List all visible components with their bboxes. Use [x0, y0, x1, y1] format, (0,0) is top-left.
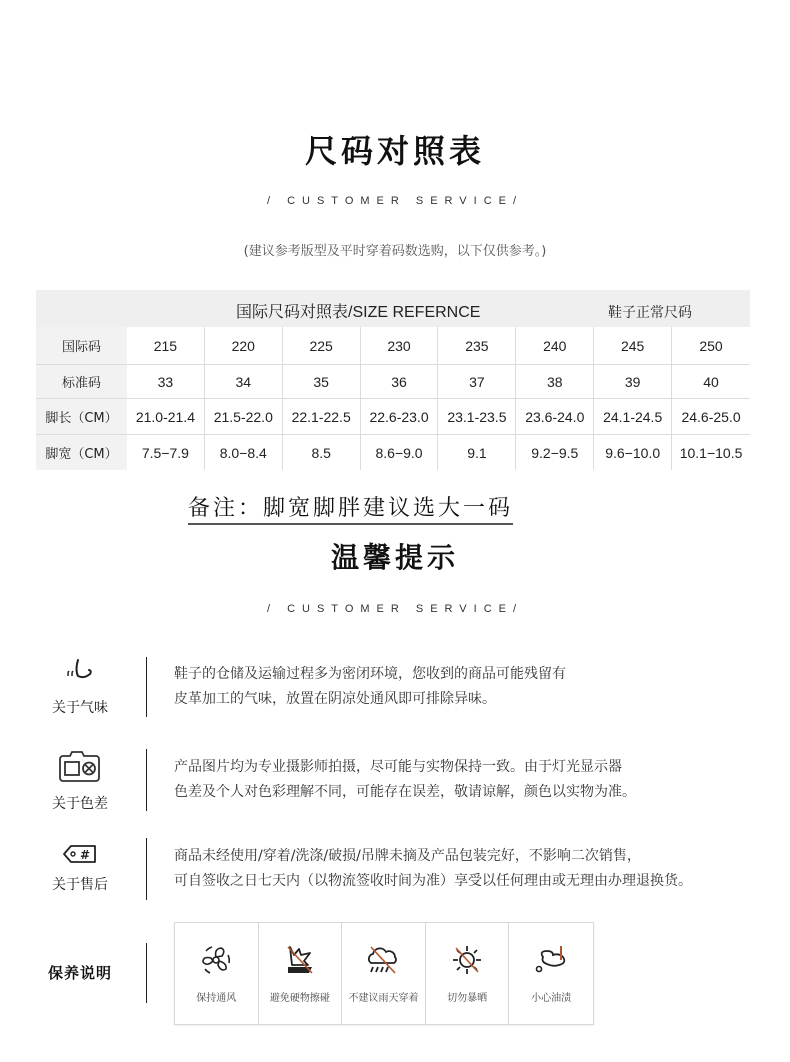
table-cell: 245 [594, 327, 672, 364]
table-cell: 24.6-25.0 [681, 408, 741, 425]
table-cell: 230 [361, 327, 439, 364]
care-item-ventilate [175, 923, 259, 1024]
size-table-header [36, 290, 750, 327]
tip-text-after-sales: 商品未经使用/穿着/洗涤/破损/吊牌未摘及产品包装完好，不影响二次销售， 可自签收之日七天内（以物流签收时间为准）享受以任何理由或无理由办理退换货。 [174, 848, 692, 889]
table-cell: 8.0−8.4 [205, 435, 283, 470]
size-note: (建议参考版型及平时穿着码数选购，以下仅供参考。) [243, 244, 547, 259]
table-row-foot-length [36, 399, 750, 435]
tip-label-color: 关于色差 [52, 796, 108, 812]
care-item-label: 不建议雨天穿着 [348, 993, 419, 1004]
tip-label-after-sales: 关于售后 [52, 877, 108, 893]
customer-service-subtitle: / CUSTOMER SERVICE/ [266, 195, 524, 207]
table-cell: 7.5−7.9 [127, 435, 205, 470]
no-hard-objects-icon [282, 943, 318, 977]
table-cell: 8.5 [283, 435, 361, 470]
fan-icon [198, 943, 234, 977]
tip-text-smell: 鞋子的仓储及运输过程多为密闭环境，您收到的商品可能残留有 皮革加工的气味，放置在阴凉处通风即可排除异味。 [174, 666, 566, 707]
care-instructions [174, 922, 594, 1025]
divider [146, 943, 147, 1003]
table-cell: 9.1 [438, 435, 516, 470]
table-cell: 23.1-23.5 [438, 399, 516, 434]
fit-remark: 备注：脚宽脚胖建议选大一码 [188, 491, 513, 525]
row-label: 标准码 [36, 365, 127, 398]
table-row-standard-size [36, 365, 750, 399]
tips-title: 温馨提示 [330, 541, 459, 574]
camera-icon [50, 749, 110, 787]
table-row-foot-width [36, 435, 750, 470]
row-label: 国际码 [36, 327, 127, 364]
row-label: 脚长（CM） [36, 399, 127, 434]
size-table [36, 327, 750, 470]
table-cell: 8.6−9.0 [361, 435, 439, 470]
table-cell: 240 [516, 327, 594, 364]
table-cell: 22.1-22.5 [283, 399, 361, 434]
table-cell: 250 [699, 337, 723, 354]
svg-text:#: # [80, 848, 91, 862]
divider [146, 838, 147, 900]
table-cell: 9.2−9.5 [516, 435, 594, 470]
size-table-side-title: 鞋子正常尺码 [608, 305, 692, 321]
table-cell: 40 [703, 373, 719, 390]
table-cell: 21.5-22.0 [205, 399, 283, 434]
care-item-no-rain [342, 923, 426, 1024]
table-cell: 34 [205, 365, 283, 398]
tip-label-smell: 关于气味 [52, 700, 108, 716]
table-cell: 220 [205, 327, 283, 364]
size-table-title: 国际尺码对照表/SIZE REFERNCE [236, 304, 481, 321]
divider [146, 657, 147, 717]
table-cell: 24.1-24.5 [594, 399, 672, 434]
table-cell: 21.0-21.4 [127, 399, 205, 434]
care-item-label: 切勿暴晒 [447, 993, 488, 1004]
table-cell: 215 [127, 327, 205, 364]
care-item-label: 避免硬物擦碰 [269, 993, 330, 1004]
page-title: 尺码对照表 [304, 132, 485, 170]
table-cell: 38 [516, 365, 594, 398]
care-item-label: 小心油渍 [531, 993, 572, 1004]
table-cell: 22.6-23.0 [361, 399, 439, 434]
table-cell: 225 [283, 327, 361, 364]
divider [146, 749, 147, 811]
table-cell: 33 [127, 365, 205, 398]
care-item-label: 保持通风 [196, 993, 237, 1004]
care-label: 保养说明 [48, 964, 113, 982]
table-cell: 35 [283, 365, 361, 398]
tip-text-color: 产品图片均为专业摄影师拍摄，尽可能与实物保持一致。由于灯光显示器 色差及个人对色彩理解不同，可能存在误差，敬请谅解，颜色以实物为准。 [174, 759, 636, 800]
smell-icon [50, 656, 110, 686]
no-sun-icon [449, 943, 485, 977]
table-cell: 39 [594, 365, 672, 398]
table-cell: 36 [361, 365, 439, 398]
row-label: 脚宽（CM） [36, 435, 127, 470]
care-item-no-sun [426, 923, 510, 1024]
price-tag-icon [50, 844, 110, 868]
table-cell: 235 [438, 327, 516, 364]
care-item-oil-stain [509, 923, 593, 1024]
tips-subtitle: / CUSTOMER SERVICE/ [266, 603, 524, 615]
oil-stain-icon [533, 943, 569, 977]
table-cell: 23.6-24.0 [516, 399, 594, 434]
table-cell: 10.1−10.5 [679, 444, 743, 461]
table-row-intl-size [36, 327, 750, 365]
no-rain-icon [365, 943, 401, 977]
table-cell: 37 [438, 365, 516, 398]
care-item-avoid-hard [259, 923, 343, 1024]
table-cell: 9.6−10.0 [594, 435, 672, 470]
